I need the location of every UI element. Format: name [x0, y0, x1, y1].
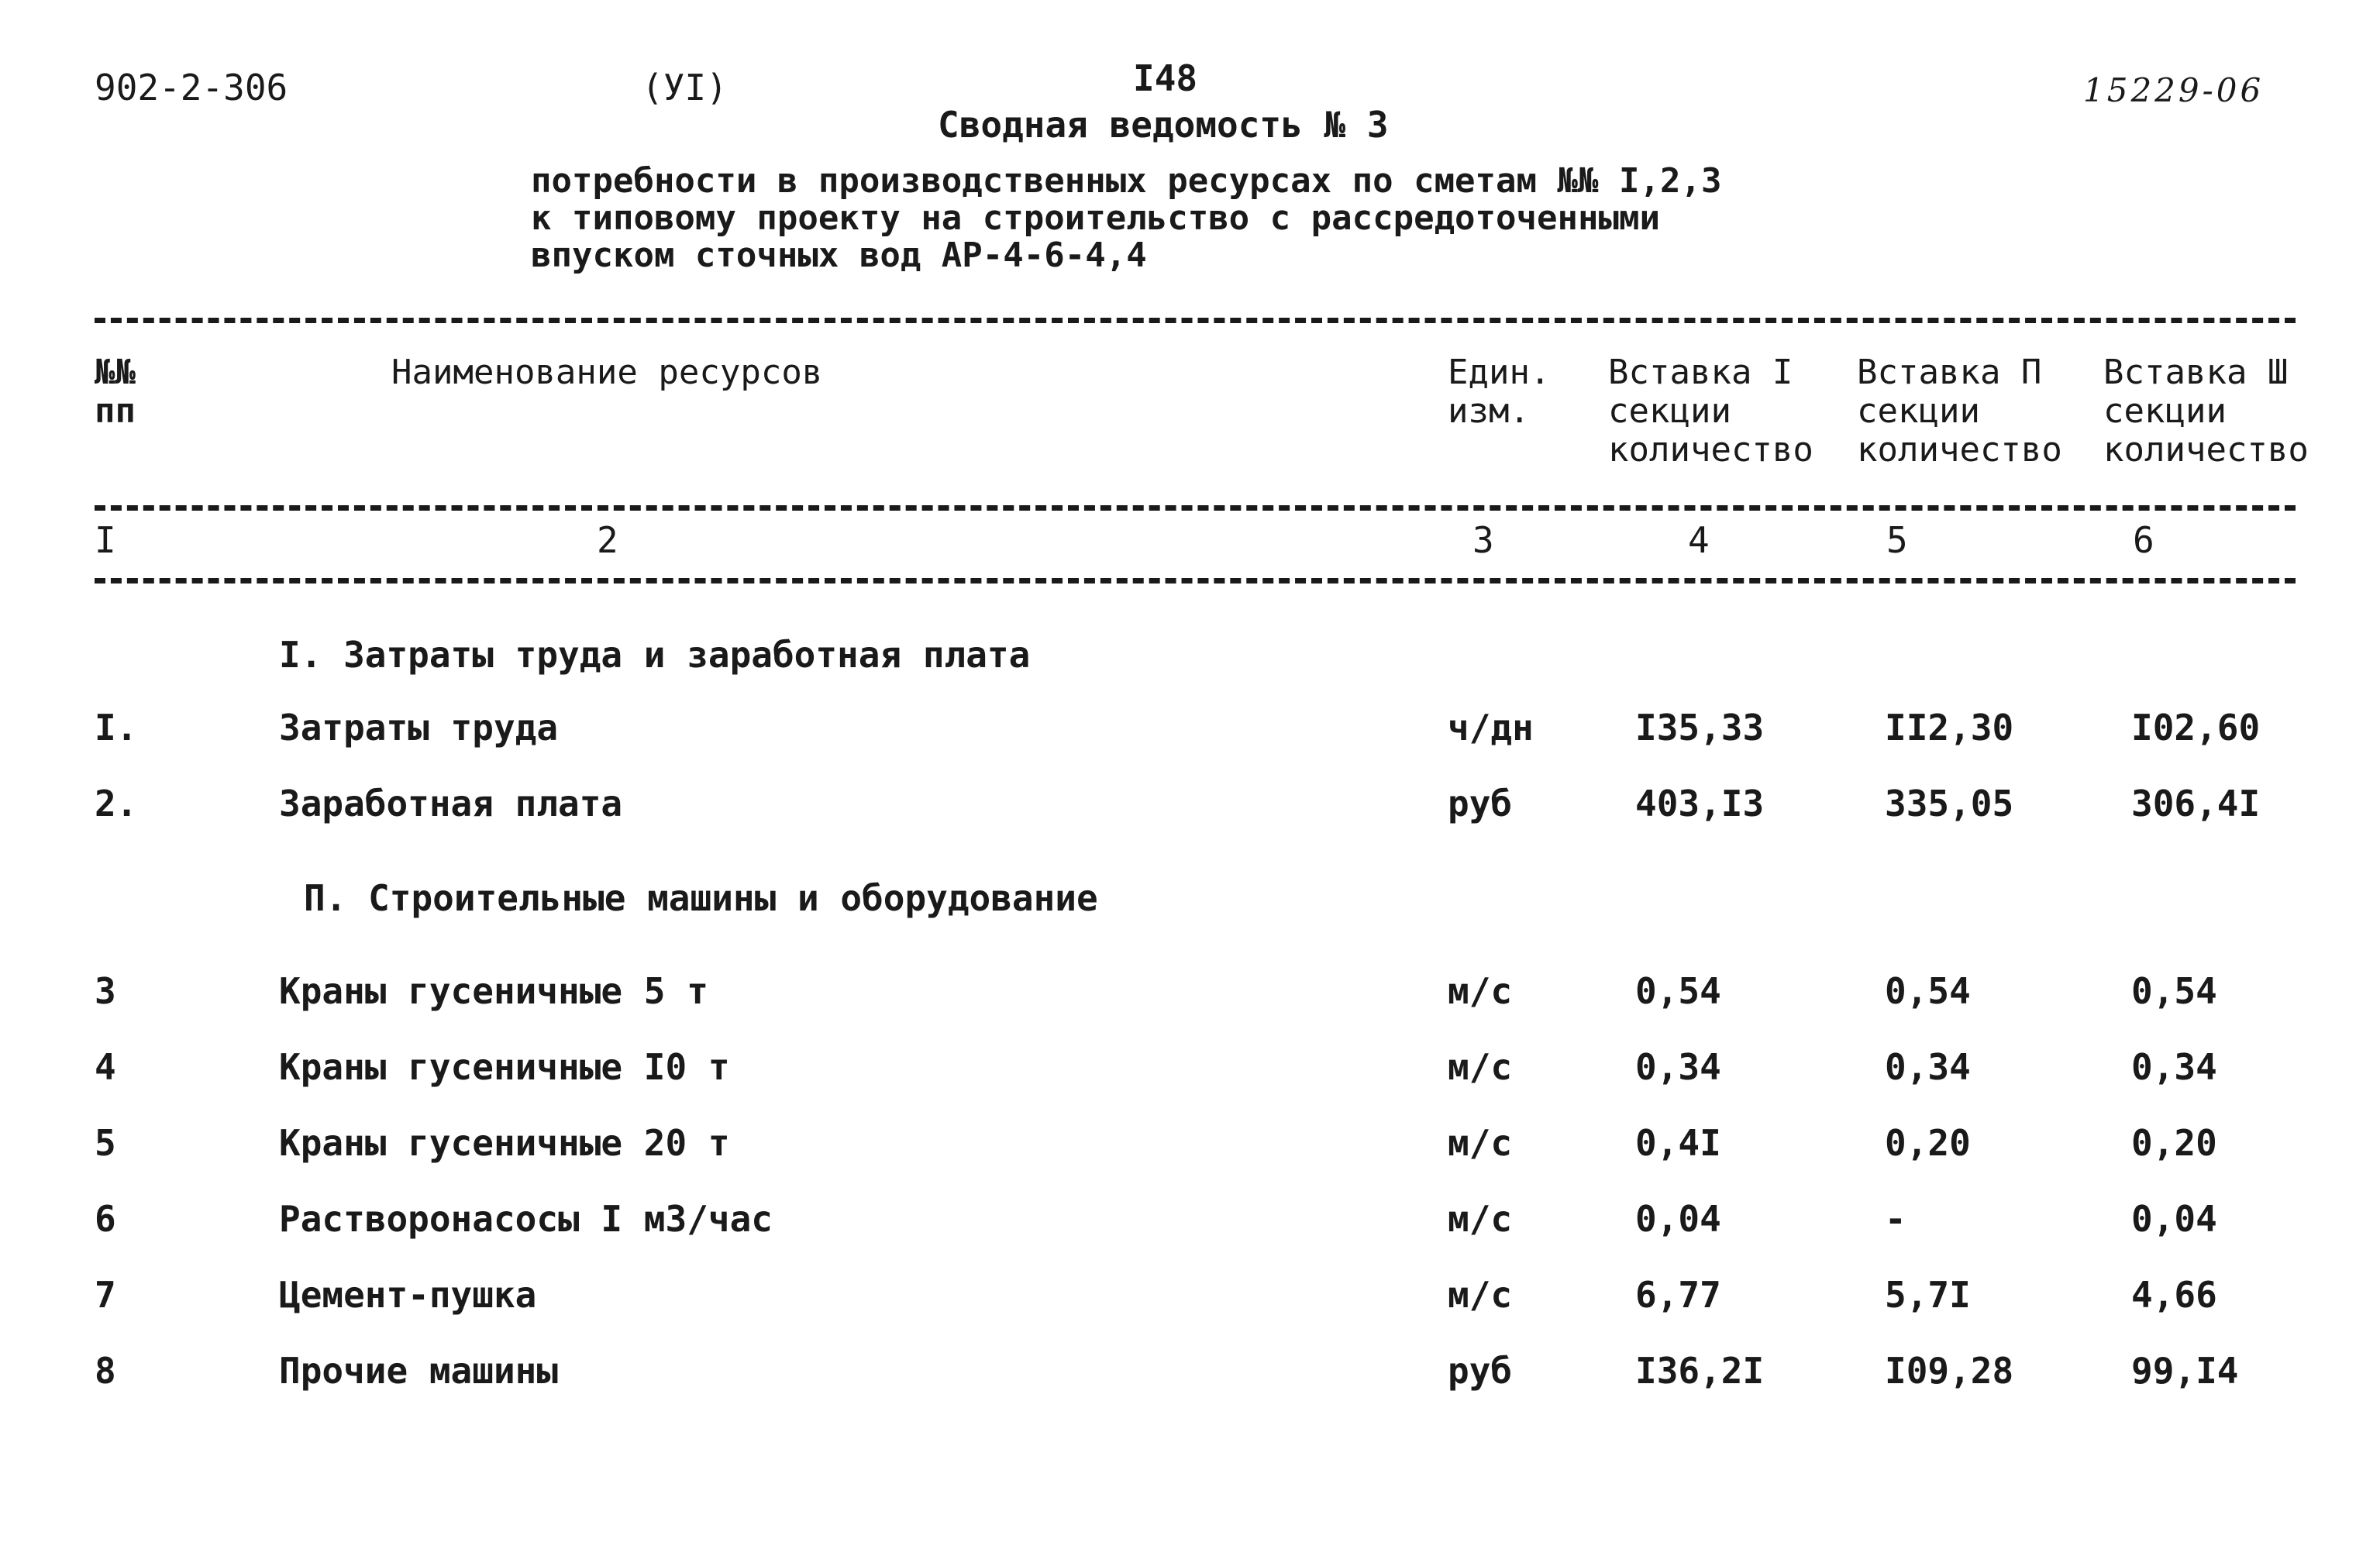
row-number: 5: [95, 1122, 116, 1164]
insert-2-quantity: 0,20: [1885, 1122, 1971, 1164]
column-header-line: количество: [1857, 430, 2062, 470]
table-row: [0, 1274, 2380, 1320]
document-subtitle: [531, 163, 1721, 274]
table-row: [0, 1046, 2380, 1093]
column-header-line: секции: [1857, 391, 1980, 431]
insert-1-quantity: 403,I3: [1635, 783, 1765, 824]
dashed-divider-top: [95, 318, 2296, 323]
column-header-line: Вставка Ш: [2103, 353, 2289, 392]
column-number: 4: [1688, 519, 1710, 561]
table-row: [0, 1122, 2380, 1169]
column-header-insert-1: [1608, 353, 1813, 470]
row-number: I.: [95, 707, 138, 749]
dashed-divider-bottom: [95, 578, 2296, 584]
column-header-line: количество: [1608, 430, 1813, 470]
table-row: [0, 1198, 2380, 1244]
unit: м/с: [1448, 970, 1513, 1012]
insert-3-quantity: 0,20: [2131, 1122, 2217, 1164]
column-number: I: [95, 519, 116, 561]
column-header-line: Вставка I: [1608, 353, 1793, 392]
column-header-line: секции: [1608, 391, 1731, 431]
insert-1-quantity: 0,4I: [1635, 1122, 1721, 1164]
column-header-line: секции: [2103, 391, 2227, 431]
row-number: 3: [95, 970, 116, 1012]
unit: м/с: [1448, 1198, 1513, 1240]
subtitle-line: потребности в производственных ресурсах по сметам №№ I,2,3: [531, 161, 1722, 201]
column-header-line: пп: [95, 391, 136, 431]
insert-3-quantity: 0,54: [2131, 970, 2217, 1012]
unit: м/с: [1448, 1274, 1513, 1316]
insert-2-quantity: -: [1885, 1198, 1906, 1240]
row-number: 6: [95, 1198, 116, 1240]
insert-1-quantity: I36,2I: [1635, 1350, 1765, 1392]
column-header-line: Вставка П: [1857, 353, 2042, 392]
insert-1-quantity: I35,33: [1635, 707, 1765, 749]
row-number: 4: [95, 1046, 116, 1088]
unit: м/с: [1448, 1046, 1513, 1088]
column-header-line: Един.: [1448, 353, 1551, 392]
insert-2-quantity: II2,30: [1885, 707, 2014, 749]
subtitle-line: к типовому проекту на строительство с рассредоточенными: [531, 198, 1660, 238]
resource-name: Заработная плата: [279, 783, 623, 824]
insert-2-quantity: I09,28: [1885, 1350, 2014, 1392]
handwritten-archive-number: 15229-06: [2083, 71, 2265, 109]
insert-1-quantity: 0,04: [1635, 1198, 1721, 1240]
insert-2-quantity: 0,34: [1885, 1046, 1971, 1088]
resource-name: Цемент-пушка: [279, 1274, 537, 1316]
column-header-unit: [1448, 353, 1550, 431]
document-title: Сводная ведомость № 3: [938, 104, 1389, 146]
table-row: [0, 1350, 2380, 1396]
volume-number: (УI): [642, 67, 728, 108]
resource-name: Краны гусеничные 5 т: [279, 970, 708, 1012]
column-header-line: №№: [95, 353, 136, 392]
dashed-divider-mid: [95, 505, 2296, 511]
resource-name: Затраты труда: [279, 707, 559, 749]
page-number: I48: [1133, 57, 1198, 99]
column-header-line: изм.: [1448, 391, 1530, 431]
section-title: П. Строительные машины и оборудование: [304, 877, 1098, 919]
insert-3-quantity: I02,60: [2131, 707, 2261, 749]
unit: м/с: [1448, 1122, 1513, 1164]
subtitle-line: впуском сточных вод АР-4-6-4,4: [531, 236, 1147, 275]
insert-3-quantity: 0,04: [2131, 1198, 2217, 1240]
row-number: 7: [95, 1274, 116, 1316]
insert-1-quantity: 0,54: [1635, 970, 1721, 1012]
column-header-number: [95, 353, 136, 431]
insert-3-quantity: 0,34: [2131, 1046, 2217, 1088]
resource-name: Краны гусеничные 20 т: [279, 1122, 730, 1164]
insert-2-quantity: 0,54: [1885, 970, 1971, 1012]
column-number: 6: [2133, 519, 2154, 561]
column-number: 5: [1886, 519, 1908, 561]
insert-3-quantity: 4,66: [2131, 1274, 2217, 1316]
insert-1-quantity: 6,77: [1635, 1274, 1721, 1316]
resource-name: Краны гусеничные I0 т: [279, 1046, 730, 1088]
insert-2-quantity: 5,7I: [1885, 1274, 1971, 1316]
section-title: I. Затраты труда и заработная плата: [279, 634, 1031, 676]
row-number: 2.: [95, 783, 138, 824]
insert-3-quantity: 99,I4: [2131, 1350, 2239, 1392]
column-header-insert-3: [2103, 353, 2309, 470]
row-number: 8: [95, 1350, 116, 1392]
column-header-line: количество: [2103, 430, 2309, 470]
insert-1-quantity: 0,34: [1635, 1046, 1721, 1088]
insert-3-quantity: 306,4I: [2131, 783, 2261, 824]
document-code: 902-2-306: [95, 67, 288, 108]
table-row: [0, 707, 2380, 753]
resource-name: Прочие машины: [279, 1350, 559, 1392]
column-number: 2: [597, 519, 618, 561]
unit: руб: [1448, 783, 1513, 824]
resource-name: Растворонасосы I м3/час: [279, 1198, 773, 1240]
column-header-name: Наименование ресурсов: [391, 353, 823, 392]
insert-2-quantity: 335,05: [1885, 783, 2014, 824]
column-number: 3: [1472, 519, 1494, 561]
unit: руб: [1448, 1350, 1513, 1392]
unit: ч/дн: [1448, 707, 1534, 749]
column-header-insert-2: [1857, 353, 2062, 470]
table-row: [0, 783, 2380, 829]
table-row: [0, 970, 2380, 1017]
